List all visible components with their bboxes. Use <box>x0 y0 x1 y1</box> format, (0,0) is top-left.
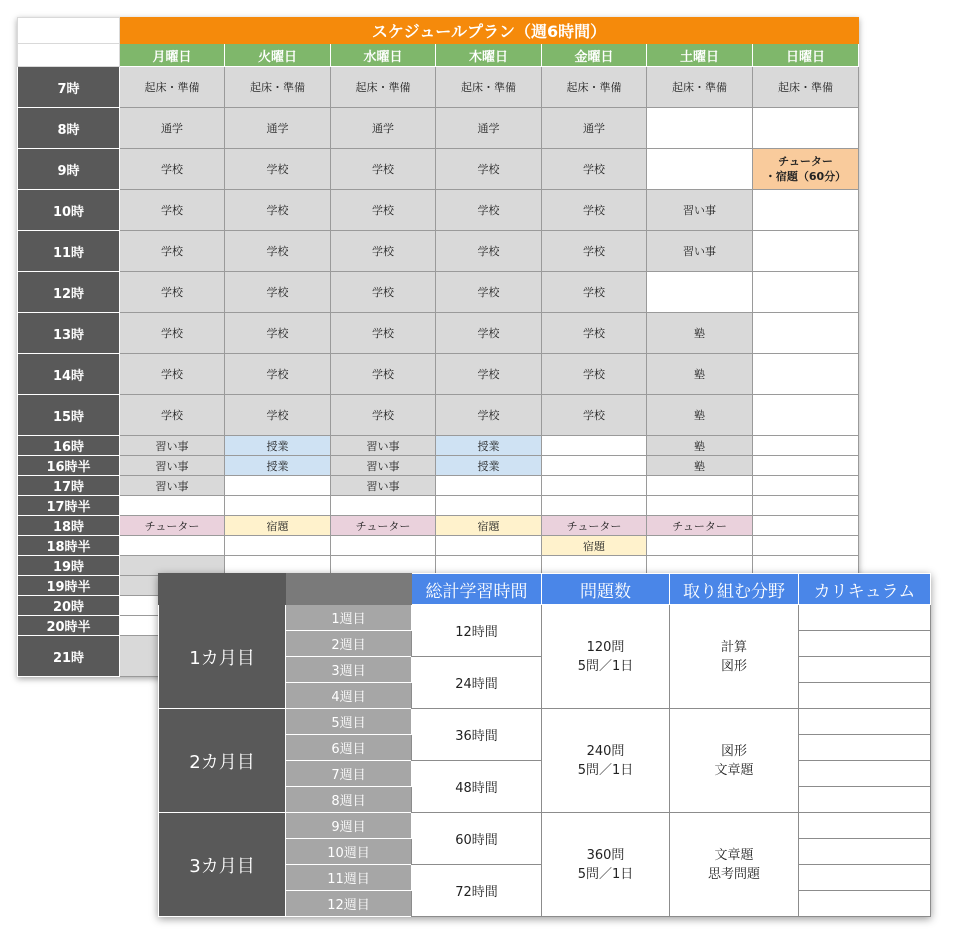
schedule-cell: 学校 <box>542 190 647 231</box>
schedule-cell <box>225 536 331 556</box>
schedule-cell: 起床・準備 <box>331 67 436 108</box>
schedule-cell <box>436 476 542 496</box>
day-header: 金曜日 <box>542 44 647 67</box>
schedule-cell: 習い事 <box>120 456 225 476</box>
schedule-cell <box>436 496 542 516</box>
month-label: 2カ月目 <box>159 709 286 813</box>
hour-label: 19時半 <box>18 576 120 596</box>
schedule-cell <box>647 108 753 149</box>
curriculum-cell[interactable] <box>799 605 931 631</box>
schedule-cell: 学校 <box>331 272 436 313</box>
total-hours-cell: 24時間 <box>412 657 542 709</box>
schedule-cell: 習い事 <box>120 436 225 456</box>
month-label: 3カ月目 <box>159 813 286 917</box>
schedule-cell <box>225 496 331 516</box>
curriculum-cell[interactable] <box>799 657 931 683</box>
schedule-cell <box>753 476 859 496</box>
curriculum-cell[interactable] <box>799 787 931 813</box>
schedule-cell: チューター <box>647 516 753 536</box>
schedule-cell: 学校 <box>436 272 542 313</box>
schedule-cell: 通学 <box>542 108 647 149</box>
schedule-cell: 学校 <box>225 354 331 395</box>
schedule-title: スケジュールプラン（週6時間） <box>120 18 859 44</box>
schedule-cell <box>753 354 859 395</box>
hour-label: 16時 <box>18 436 120 456</box>
schedule-row <box>18 536 859 556</box>
curriculum-cell[interactable] <box>799 813 931 839</box>
schedule-cell: 学校 <box>225 313 331 354</box>
schedule-cell <box>753 516 859 536</box>
schedule-cell: 学校 <box>120 313 225 354</box>
total-hours-cell: 36時間 <box>412 709 542 761</box>
week-label: 10週目 <box>286 839 412 865</box>
schedule-cell: 通学 <box>120 108 225 149</box>
schedule-cell <box>542 436 647 456</box>
week-label: 12週目 <box>286 891 412 917</box>
schedule-cell <box>753 108 859 149</box>
schedule-cell: 宿題 <box>225 516 331 536</box>
plan-row <box>159 709 931 735</box>
problems-cell: 240問 5問／1日 <box>542 709 670 813</box>
schedule-row <box>18 313 859 354</box>
schedule-cell <box>647 536 753 556</box>
schedule-cell: 学校 <box>436 354 542 395</box>
hour-label: 7時 <box>18 67 120 108</box>
fields-cell: 文章題 思考問題 <box>670 813 799 917</box>
week-label: 2週目 <box>286 631 412 657</box>
schedule-cell: 学校 <box>331 313 436 354</box>
schedule-row <box>18 67 859 108</box>
day-header: 火曜日 <box>225 44 331 67</box>
schedule-cell <box>753 456 859 476</box>
schedule-cell: 通学 <box>225 108 331 149</box>
schedule-cell <box>225 476 331 496</box>
schedule-cell: 学校 <box>542 313 647 354</box>
month-label: 1カ月目 <box>159 605 286 709</box>
schedule-cell: 学校 <box>331 149 436 190</box>
hour-label: 16時半 <box>18 456 120 476</box>
schedule-row <box>18 516 859 536</box>
week-label: 6週目 <box>286 735 412 761</box>
problems-cell: 360問 5問／1日 <box>542 813 670 917</box>
hour-label: 19時 <box>18 556 120 576</box>
day-header: 水曜日 <box>331 44 436 67</box>
day-header: 木曜日 <box>436 44 542 67</box>
schedule-cell: 学校 <box>331 190 436 231</box>
schedule-cell: 起床・準備 <box>225 67 331 108</box>
total-hours-cell: 12時間 <box>412 605 542 657</box>
schedule-cell: 習い事 <box>647 231 753 272</box>
schedule-cell: 塾 <box>647 395 753 436</box>
schedule-cell: 学校 <box>225 231 331 272</box>
hour-label: 12時 <box>18 272 120 313</box>
day-header: 日曜日 <box>753 44 859 67</box>
schedule-cell: 学校 <box>542 395 647 436</box>
schedule-cell <box>542 476 647 496</box>
problems-cell: 120問 5問／1日 <box>542 605 670 709</box>
schedule-row <box>18 231 859 272</box>
schedule-cell: 塾 <box>647 354 753 395</box>
schedule-cell: 通学 <box>436 108 542 149</box>
schedule-cell <box>331 536 436 556</box>
header-curriculum: カリキュラム <box>799 574 931 605</box>
header-fields: 取り組む分野 <box>670 574 799 605</box>
schedule-cell: 学校 <box>542 231 647 272</box>
schedule-row <box>18 496 859 516</box>
schedule-cell: 塾 <box>647 436 753 456</box>
schedule-row <box>18 272 859 313</box>
schedule-cell <box>120 496 225 516</box>
schedule-cell: 授業 <box>436 436 542 456</box>
schedule-row <box>18 395 859 436</box>
hour-label: 8時 <box>18 108 120 149</box>
day-header-row <box>18 44 859 67</box>
schedule-cell: 習い事 <box>331 456 436 476</box>
schedule-cell <box>753 536 859 556</box>
schedule-row <box>18 354 859 395</box>
hour-label: 18時 <box>18 516 120 536</box>
schedule-cell: 起床・準備 <box>542 67 647 108</box>
hour-label: 17時半 <box>18 496 120 516</box>
schedule-cell: 学校 <box>225 272 331 313</box>
schedule-cell <box>331 496 436 516</box>
schedule-cell <box>753 190 859 231</box>
schedule-cell <box>542 496 647 516</box>
schedule-cell: 学校 <box>542 272 647 313</box>
plan-row <box>159 605 931 631</box>
schedule-cell: 学校 <box>225 190 331 231</box>
schedule-cell: 習い事 <box>647 190 753 231</box>
schedule-cell: 学校 <box>225 149 331 190</box>
week-label: 7週目 <box>286 761 412 787</box>
schedule-cell <box>542 456 647 476</box>
hour-label: 15時 <box>18 395 120 436</box>
schedule-cell: 学校 <box>436 395 542 436</box>
schedule-cell <box>753 395 859 436</box>
plan-header-row <box>159 574 931 605</box>
schedule-row <box>18 108 859 149</box>
schedule-cell: チューター <box>542 516 647 536</box>
schedule-cell: 授業 <box>225 456 331 476</box>
schedule-cell <box>647 496 753 516</box>
schedule-cell: 学校 <box>120 354 225 395</box>
week-label: 1週目 <box>286 605 412 631</box>
schedule-cell: 学校 <box>331 354 436 395</box>
plan-corner-cell <box>286 574 412 605</box>
title-row <box>18 18 859 44</box>
hour-label: 17時 <box>18 476 120 496</box>
schedule-cell: 通学 <box>331 108 436 149</box>
schedule-row <box>18 436 859 456</box>
schedule-cell: 起床・準備 <box>436 67 542 108</box>
plan-body <box>159 574 931 917</box>
total-hours-cell: 72時間 <box>412 865 542 917</box>
day-header: 月曜日 <box>120 44 225 67</box>
schedule-cell: 学校 <box>120 149 225 190</box>
fields-cell: 図形 文章題 <box>670 709 799 813</box>
header-total-hours: 総計学習時間 <box>412 574 542 605</box>
fields-cell: 計算 図形 <box>670 605 799 709</box>
schedule-cell: 習い事 <box>331 436 436 456</box>
curriculum-cell[interactable] <box>799 735 931 761</box>
schedule-cell <box>647 149 753 190</box>
schedule-cell <box>753 313 859 354</box>
schedule-cell: 学校 <box>120 231 225 272</box>
header-problems: 問題数 <box>542 574 670 605</box>
schedule-cell <box>647 272 753 313</box>
schedule-cell <box>120 536 225 556</box>
schedule-row <box>18 456 859 476</box>
schedule-cell: 学校 <box>120 272 225 313</box>
schedule-cell: チューター <box>331 516 436 536</box>
schedule-cell: 塾 <box>647 456 753 476</box>
schedule-cell <box>647 476 753 496</box>
schedule-cell: 授業 <box>225 436 331 456</box>
schedule-cell: 学校 <box>331 231 436 272</box>
curriculum-cell[interactable] <box>799 891 931 917</box>
schedule-cell: 授業 <box>436 456 542 476</box>
week-label: 5週目 <box>286 709 412 735</box>
schedule-row <box>18 190 859 231</box>
schedule-cell: 起床・準備 <box>753 67 859 108</box>
curriculum-cell[interactable] <box>799 631 931 657</box>
day-header: 土曜日 <box>647 44 753 67</box>
curriculum-cell[interactable] <box>799 865 931 891</box>
hour-label: 11時 <box>18 231 120 272</box>
corner-cell <box>18 18 120 44</box>
hour-label: 21時 <box>18 636 120 677</box>
schedule-cell: チューター <box>120 516 225 536</box>
schedule-row <box>18 149 859 190</box>
week-label: 4週目 <box>286 683 412 709</box>
hour-label: 20時半 <box>18 616 120 636</box>
corner-cell <box>18 44 120 67</box>
schedule-cell: 宿題 <box>436 516 542 536</box>
schedule-cell <box>753 231 859 272</box>
schedule-cell: 習い事 <box>120 476 225 496</box>
schedule-cell <box>753 496 859 516</box>
schedule-cell: 起床・準備 <box>120 67 225 108</box>
week-label: 8週目 <box>286 787 412 813</box>
schedule-cell: 学校 <box>436 149 542 190</box>
curriculum-cell[interactable] <box>799 709 931 735</box>
schedule-cell: 宿題 <box>542 536 647 556</box>
schedule-cell: 学校 <box>331 395 436 436</box>
study-plan-table <box>158 573 931 917</box>
schedule-cell: 学校 <box>120 395 225 436</box>
hour-label: 13時 <box>18 313 120 354</box>
hour-label: 10時 <box>18 190 120 231</box>
schedule-cell <box>753 436 859 456</box>
schedule-cell: 学校 <box>225 395 331 436</box>
hour-label: 14時 <box>18 354 120 395</box>
schedule-cell: 塾 <box>647 313 753 354</box>
week-label: 3週目 <box>286 657 412 683</box>
week-label: 9週目 <box>286 813 412 839</box>
plan-corner-cell <box>159 574 286 605</box>
schedule-cell: 学校 <box>436 190 542 231</box>
hour-label: 18時半 <box>18 536 120 556</box>
schedule-cell: 学校 <box>542 354 647 395</box>
schedule-cell: チューター ・宿題（60分） <box>753 149 859 190</box>
hour-label: 20時 <box>18 596 120 616</box>
schedule-cell: 習い事 <box>331 476 436 496</box>
curriculum-cell[interactable] <box>799 683 931 709</box>
schedule-cell <box>436 536 542 556</box>
schedule-cell: 学校 <box>436 231 542 272</box>
curriculum-cell[interactable] <box>799 839 931 865</box>
schedule-cell: 起床・準備 <box>647 67 753 108</box>
schedule-cell: 学校 <box>120 190 225 231</box>
hour-label: 9時 <box>18 149 120 190</box>
curriculum-cell[interactable] <box>799 761 931 787</box>
schedule-cell: 学校 <box>542 149 647 190</box>
total-hours-cell: 48時間 <box>412 761 542 813</box>
week-label: 11週目 <box>286 865 412 891</box>
schedule-row <box>18 476 859 496</box>
total-hours-cell: 60時間 <box>412 813 542 865</box>
schedule-cell: 学校 <box>436 313 542 354</box>
plan-row <box>159 813 931 839</box>
schedule-cell <box>753 272 859 313</box>
